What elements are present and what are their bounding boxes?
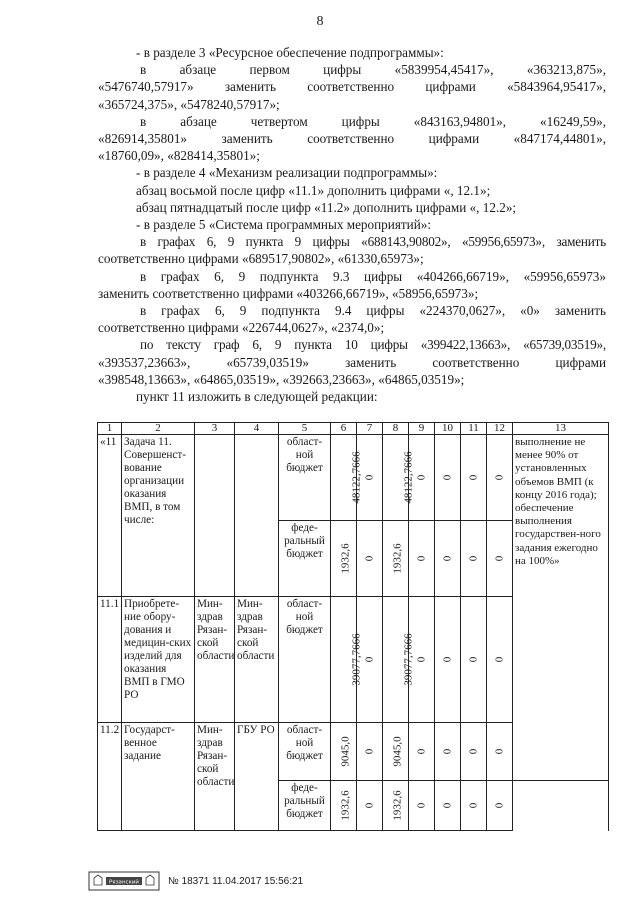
logo-text: Рязанский <box>108 879 140 886</box>
cell-c10: 0 <box>435 435 461 521</box>
funding-source: област-ной бюджет <box>279 435 331 521</box>
row-number: «11 <box>98 435 122 597</box>
paragraph: заменить соответственно цифрами «403266,66719», «58956,65973»; <box>98 285 479 301</box>
column-header: 4 <box>235 423 279 435</box>
paragraph: в графах 6, 9 пункта 9 цифры «688143,90802», «59956,65973», заменить <box>140 234 606 250</box>
cell-c8: 9045,0 <box>383 723 409 781</box>
measure-participant: ГБУ РО <box>235 723 279 831</box>
table-header-row <box>98 423 609 435</box>
cell-c8: 1932,6 <box>383 781 409 831</box>
column-header: 7 <box>357 423 383 435</box>
cell-c11: 0 <box>461 435 487 521</box>
measure-executor: Мин-здрав Рязан-ской области <box>195 723 235 831</box>
cell-c6: 9045,0 <box>331 723 357 781</box>
cell-c11: 0 <box>461 723 487 781</box>
document-footer <box>88 870 303 892</box>
cell-c7: 0 <box>357 781 383 831</box>
column-header: 13 <box>513 423 609 435</box>
column-header: 11 <box>461 423 487 435</box>
measure-executor: Мин-здрав Рязан-ской области <box>195 597 235 723</box>
funding-source: феде-ральный бюджет <box>279 781 331 831</box>
measure-executor <box>195 435 235 597</box>
paragraph: в абзаце первом цифры «5839954,45417», «363213,875», <box>140 62 606 78</box>
cell-c10: 0 <box>435 723 461 781</box>
cell-c12: 0 <box>487 521 513 597</box>
column-header: 12 <box>487 423 513 435</box>
column-header: 10 <box>435 423 461 435</box>
paragraph: абзац восьмой после цифр «11.1» дополнить цифрами «, 12.1»; <box>136 182 491 198</box>
cell-c9: 0 <box>409 723 435 781</box>
column-header: 3 <box>195 423 235 435</box>
measure-name: Государст-венное задание <box>122 723 195 831</box>
paragraph: в графах 6, 9 подпункта 9.4 цифры «224370,0627», «0» заменить <box>140 303 606 319</box>
paragraph: в графах 6, 9 подпункта 9.3 цифры «404266,66719», «59956,65973» <box>140 268 606 284</box>
page-number: 8 <box>316 14 324 29</box>
paragraph: в абзаце четвертом цифры «843163,94801», «16249,59», <box>140 113 606 129</box>
cell-c7: 0 <box>357 435 383 521</box>
program-measures-table <box>97 422 609 831</box>
paragraph: абзац пятнадцатый после цифр «11.2» дополнить цифрами «, 12.2»; <box>136 199 517 215</box>
row-number: 11.2 <box>98 723 122 831</box>
cell-c12: 0 <box>487 435 513 521</box>
column-header: 5 <box>279 423 331 435</box>
cell-c12: 0 <box>487 597 513 723</box>
cell-c8: 48122,7666 <box>383 435 409 521</box>
column-header: 1 <box>98 423 122 435</box>
cell-c9: 0 <box>409 597 435 723</box>
cell-c10: 0 <box>435 781 461 831</box>
expected-result: выполнение не менее 90% от установленных объемов ВМП (к концу 2016 года); обеспечение выполнения государствен-ного задания ежегодно на 100%» <box>513 435 609 781</box>
measure-name: Задача 11. Совершенст-вование организации оказания ВМП, в том числе: <box>122 435 195 597</box>
column-header: 6 <box>331 423 357 435</box>
document-stamp: № 18371 11.04.2017 15:56:21 <box>168 875 304 887</box>
funding-source: феде-ральный бюджет <box>279 521 331 597</box>
cell-c9: 0 <box>409 435 435 521</box>
cell-c8: 39077,7666 <box>383 597 409 723</box>
cell-c7: 0 <box>357 521 383 597</box>
document-body <box>98 44 606 405</box>
paragraph: по тексту граф 6, 9 пункта 10 цифры «399422,13663», «65739,03519», <box>140 337 606 353</box>
cell-c12: 0 <box>487 723 513 781</box>
paragraph: соответственно цифрами «226744,0627», «2374,0»; <box>98 320 385 336</box>
measure-name: Приобрете-ние обору-дования и медицин-ских изделий для оказания ВМП в ГМО РО <box>122 597 195 723</box>
measure-participant <box>235 435 279 597</box>
cell-c12: 0 <box>487 781 513 831</box>
paragraph: - в разделе 4 «Механизм реализации подпрограммы»: <box>136 165 438 181</box>
paragraph: «393537,23663», «65739,03519» заменить соответственно цифрами <box>98 354 606 370</box>
cell-c6: 1932,6 <box>331 521 357 597</box>
measure-participant: Мин-здрав Рязан-ской области <box>235 597 279 723</box>
registry-logo-icon <box>88 871 160 891</box>
paragraph: «365724,375», «5478240,57917»; <box>98 96 280 112</box>
column-header: 8 <box>383 423 409 435</box>
paragraph: - в разделе 3 «Ресурсное обеспечение подпрограммы»: <box>136 45 444 60</box>
paragraph: «18760,09», «828414,35801»; <box>98 148 260 164</box>
cell-c7: 0 <box>357 597 383 723</box>
paragraph: пункт 11 изложить в следующей редакции: <box>136 389 378 405</box>
paragraph: - в разделе 5 «Система программных мероприятий»: <box>136 217 432 233</box>
cell-c11: 0 <box>461 521 487 597</box>
paragraph: соответственно цифрами «689517,90802», «61330,65973»; <box>98 251 424 267</box>
paragraph: «398548,13663», «64865,03519», «392663,23663», «64865,03519»; <box>98 371 465 387</box>
cell-c8: 1932,6 <box>383 521 409 597</box>
cell-c10: 0 <box>435 521 461 597</box>
cell-c7: 0 <box>357 723 383 781</box>
column-header: 2 <box>122 423 195 435</box>
cell-c6: 1932,6 <box>331 781 357 831</box>
row-number: 11.1 <box>98 597 122 723</box>
paragraph: «826914,35801» заменить соответственно цифрами «847174,44801», <box>98 131 606 147</box>
cell-c6: 39077,7666 <box>331 597 357 723</box>
cell-c10: 0 <box>435 597 461 723</box>
funding-source: област-ной бюджет <box>279 597 331 723</box>
paragraph: «5476740,57917» заменить соответственно цифрами «5843964,95417», <box>98 79 606 95</box>
table-row <box>98 435 609 521</box>
funding-source: област-ной бюджет <box>279 723 331 781</box>
column-header: 9 <box>409 423 435 435</box>
cell-c9: 0 <box>409 781 435 831</box>
cell-c11: 0 <box>461 597 487 723</box>
cell-c9: 0 <box>409 521 435 597</box>
cell-c6: 48122,7666 <box>331 435 357 521</box>
cell-c11: 0 <box>461 781 487 831</box>
